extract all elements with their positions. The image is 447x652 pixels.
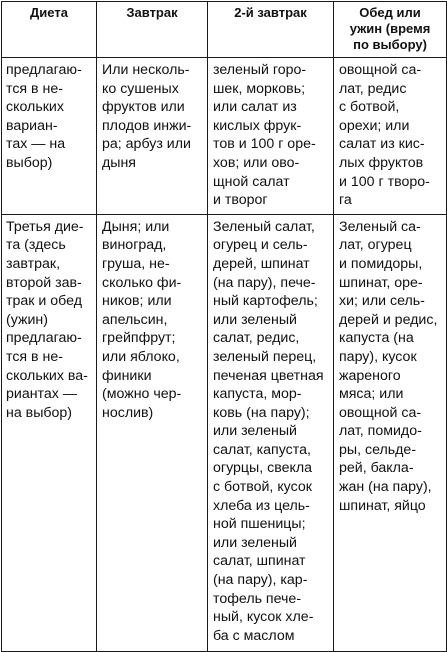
cell-lunch-or-dinner: овощной са- лат, редис с ботвой, орехи; или салат из кис- лых фруктов и 100 г творо- га [334,58,447,215]
cell-second-breakfast: зеленый горо- шек, морковь; или салат из кислых фрук- тов и 100 г оре- хов; или ово- щной салат и творог [208,58,334,215]
table-header-row [2,2,447,58]
header-lunch-or-dinner: Обед или ужин (время по выбору) [334,2,447,58]
cell-second-breakfast: Зеленый салат, огурец и сель- дерей, шпинат (на пару), пече- ный картофель; или зеленый салат, редис, зеленый перец, печеная цветная капуста, мор- ковь (на пару); или зеленый салат, капуста, огурцы, свекла с ботвой, кусок хлеба из цель- ной пшеницы; или зеленый салат, шпинат (на пару), кар- тофель пече- ный, кусок хле- ба с маслом [208,214,334,651]
cell-breakfast: Дыня; или виноград, груша, не- сколько фи- ников; или апельсин, грейпфрут; или яблоко, финики (можно чер- нослив) [97,214,208,651]
table-row [2,214,447,651]
header-second-breakfast: 2-й завтрак [208,2,334,58]
cell-lunch-or-dinner: Зеленый са- лат, огурец и помидоры, шпинат, оре- хи; или сель- дерей и редис, капуста (на пару), кусок жареного мяса; или овощной са- лат, помидо- ры, сельде- рей, бакла- жан (на пару), шпинат, яйцо [334,214,447,651]
header-diet: Диета [2,2,97,58]
cell-breakfast: Или несколь- ко сушеных фруктов или плодов инжи- ра; арбуз или дыня [97,58,208,215]
cell-diet: предлагаю- тся в не- скольких вариан- тах — на выбор) [2,58,97,215]
table-row [2,58,447,215]
cell-diet: Третья дие- та (здесь завтрак, второй зав- трак и обед (ужин) предлагаю- тся в не- скольких ва- риантах — на выбор) [2,214,97,651]
header-breakfast: Завтрак [97,2,208,58]
diet-table [1,1,447,652]
